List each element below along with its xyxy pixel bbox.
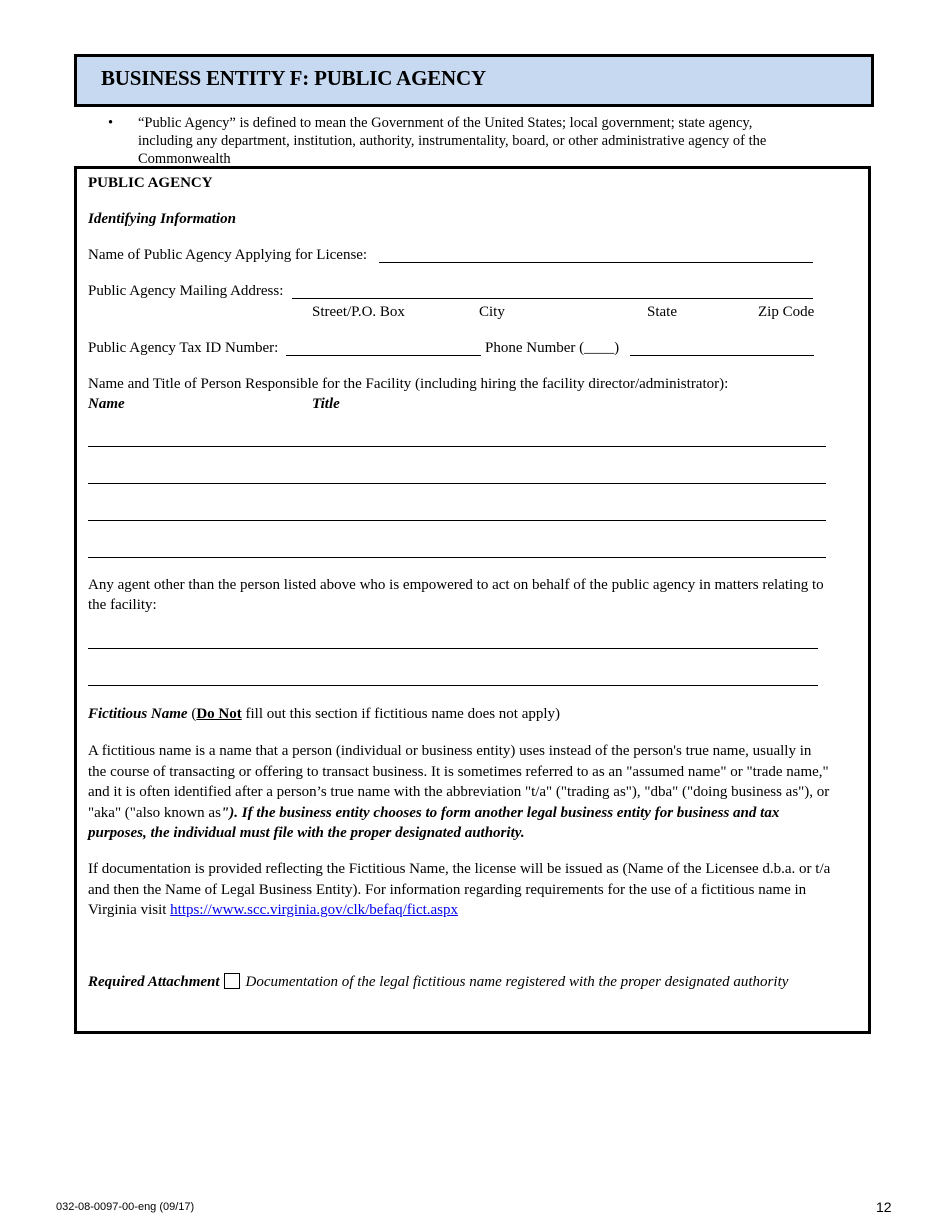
definition-text: “Public Agency” is defined to mean the Government of the United States; local government; state agency, including any department, institution, authority, instrumentality, board, or other administrative agency of the Commonwealth	[138, 115, 767, 167]
tax-id-label: Public Agency Tax ID Number:	[88, 340, 279, 356]
agent-line-2[interactable]	[88, 685, 818, 686]
scc-fictitious-name-link[interactable]: https://www.scc.virginia.gov/clk/befaq/fict.aspx	[170, 902, 459, 918]
required-attachment-row	[88, 973, 788, 991]
fictitious-name-heading-row: Fictitious Name (Do Not fill out this section if fictitious name does not apply)	[88, 706, 561, 722]
fictitious-definition-paragraph: A fictitious name is a name that a person (individual or business entity) uses instead of the person's true name, usually in the course of transacting or offering to transact business. It is sometimes referred to as an "assumed name" or "trade name," and it is often identified after a person’s true name with the abbreviation "t/a" ("trading as"), "dba" ("doing business as"), or "aka" ("also known as"). If the business entity chooses to form another legal business entity for business and tax purposes, the individual must file with the proper designated authority.	[88, 743, 830, 841]
attachment-description: Documentation of the legal fictitious name registered with the proper designated authority	[245, 974, 789, 990]
section-title-box	[74, 54, 874, 107]
city-caption: City	[479, 304, 505, 320]
mailing-address-field[interactable]	[292, 298, 813, 299]
phone-label: Phone Number (____)	[485, 340, 620, 356]
required-attachment-label: Required Attachment	[88, 974, 220, 990]
fictitious-name-heading: Fictitious Name	[88, 706, 188, 722]
fictitious-documentation-paragraph: If documentation is provided reflecting the Fictitious Name, the license will be issued as (Name of the Licensee d.b.a. or t/a and then the Name of Legal Business Entity). For information regarding requirements for the use of a fictitious name in Virginia visit https://www.scc.virginia.gov/clk/befaq/fict.aspx	[88, 861, 831, 918]
fictitious-instruction: fill out this section if fictitious name does not apply)	[245, 706, 561, 722]
phone-field[interactable]	[630, 355, 814, 356]
identifying-info-heading: Identifying Information	[88, 211, 236, 227]
agency-name-field[interactable]	[379, 262, 813, 263]
agency-name-label: Name of Public Agency Applying for License:	[88, 247, 368, 263]
responsible-person-line-3[interactable]	[88, 520, 826, 521]
agent-label-line-1: Any agent other than the person listed above who is empowered to act on behalf of the public agency in matters relating to	[88, 577, 824, 593]
zip-caption: Zip Code	[758, 304, 815, 320]
street-caption: Street/P.O. Box	[312, 304, 405, 320]
agent-label-line-2: the facility:	[88, 597, 157, 613]
section-heading: PUBLIC AGENCY	[88, 175, 213, 191]
state-caption: State	[647, 304, 677, 320]
title-column-label: Title	[312, 396, 340, 412]
name-column-label: Name	[88, 396, 125, 412]
responsible-person-line-1[interactable]	[88, 446, 826, 447]
responsible-person-line-4[interactable]	[88, 557, 826, 558]
bullet-icon: •	[108, 115, 114, 131]
page-number: 12	[876, 1199, 892, 1215]
page-title: BUSINESS ENTITY F: PUBLIC AGENCY	[101, 66, 486, 90]
form-id: 032-08-0097-00-eng (09/17)	[56, 1201, 195, 1213]
tax-id-field[interactable]	[286, 355, 481, 356]
mailing-address-label: Public Agency Mailing Address:	[88, 283, 284, 299]
do-not-emphasis: Do Not	[196, 706, 242, 722]
attachment-checkbox[interactable]	[224, 973, 240, 989]
responsible-person-line-2[interactable]	[88, 483, 826, 484]
responsible-person-label: Name and Title of Person Responsible for the Facility (including hiring the facility director/administrator):	[88, 376, 729, 392]
agent-line-1[interactable]	[88, 648, 818, 649]
